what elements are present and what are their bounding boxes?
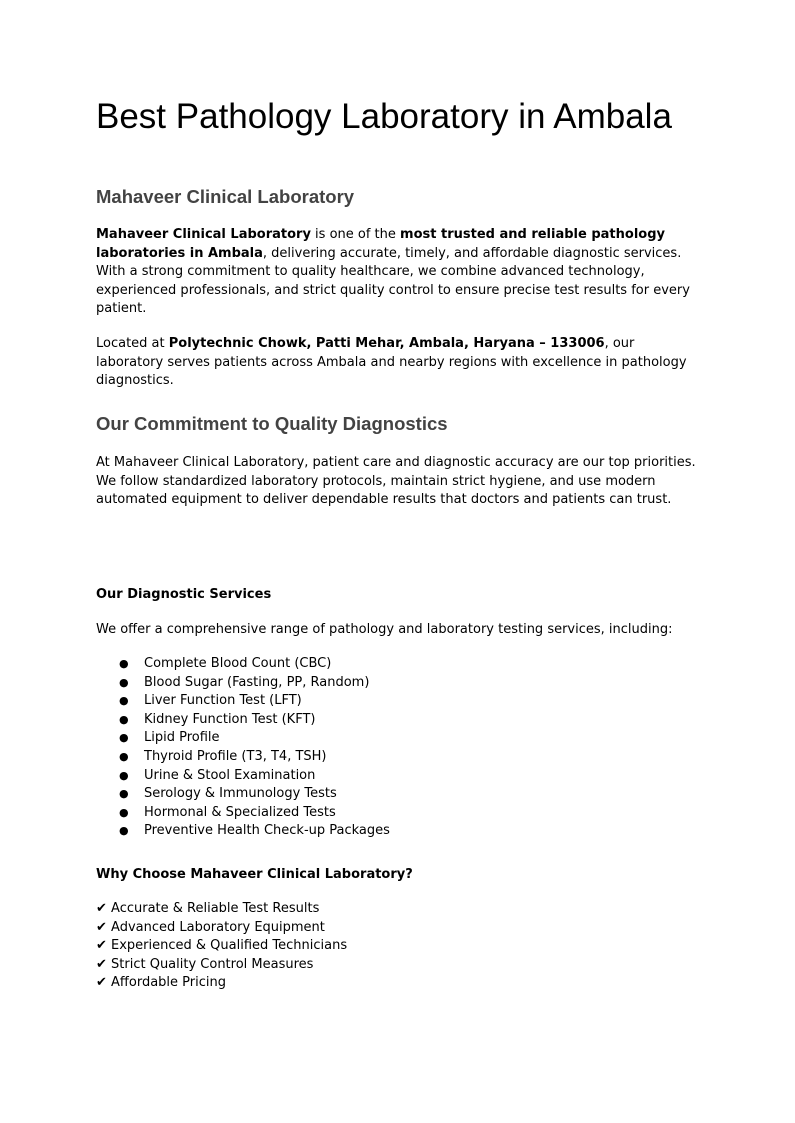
location-text-2: , our laboratory serves patients across Ambala and nearby regions with excellence in pathology diagnostics.: [96, 336, 687, 389]
list-item: ● Complete Blood Count (CBC): [96, 655, 390, 674]
bullet-icon: ●: [119, 805, 129, 819]
bullet-icon: ●: [119, 694, 129, 708]
address-bold: Polytechnic Chowk, Patti Mehar, Ambala, Haryana – 133006: [168, 336, 605, 351]
list-item: ● Thyroid Profile (T3, T4, TSH): [96, 748, 390, 767]
commitment-paragraph: At Mahaveer Clinical Laboratory, patient care and diagnostic accuracy are our top priorities. We follow standardized laboratory protocols, maintain strict hygiene, and use modern automated equipment to deliver dependable results that doctors and patients can trust.: [96, 455, 696, 508]
bullet-icon: ●: [119, 657, 129, 670]
list-item: ● Kidney Function Test (KFT): [96, 711, 390, 730]
location-text-1: Located at: [96, 336, 169, 351]
list-item: ✔ Experienced & Qualified Technicians: [96, 938, 348, 954]
list-item: ● Preventive Health Check-up Packages: [96, 822, 390, 841]
services-intro: We offer a comprehensive range of pathology and laboratory testing services, including:: [96, 622, 673, 637]
services-list: [96, 655, 390, 841]
section-heading-lab: Mahaveer Clinical Laboratory: [96, 186, 355, 207]
lab-name-bold: Mahaveer Clinical Laboratory: [96, 227, 311, 242]
bullet-icon: ●: [119, 675, 129, 689]
services-heading: Our Diagnostic Services: [96, 587, 272, 602]
bullet-icon: ●: [119, 712, 129, 726]
list-item: ● Urine & Stool Examination: [96, 767, 390, 786]
bullet-icon: ●: [119, 768, 129, 782]
list-item: ● Blood Sugar (Fasting, PP, Random): [96, 674, 390, 693]
bullet-icon: ●: [119, 749, 129, 763]
bullet-icon: ●: [119, 731, 129, 745]
list-item: ✔ Strict Quality Control Measures: [96, 956, 314, 972]
bullet-icon: ●: [119, 787, 129, 801]
intro-paragraph: [96, 226, 700, 319]
list-item: ● Serology & Immunology Tests: [96, 785, 390, 804]
list-item: ● Liver Function Test (LFT): [96, 692, 390, 711]
intro-text-1: is one of the: [310, 227, 401, 242]
location-paragraph: [96, 335, 700, 391]
page-title: Best Pathology Laboratory in Ambala: [96, 97, 672, 136]
list-item: ● Hormonal & Specialized Tests: [96, 804, 390, 823]
trusted-bold: most trusted and reliable pathology laboratories in Ambala: [96, 227, 665, 261]
list-item: ✔ Affordable Pricing: [96, 975, 226, 991]
section-heading-commitment: Our Commitment to Quality Diagnostics: [96, 413, 448, 434]
list-item: ✔ Advanced Laboratory Equipment: [96, 919, 325, 935]
intro-text-2: , delivering accurate, timely, and affordable diagnostic services. With a strong commitment to quality healthcare, we combine advanced technology, experienced professionals, and strict quality control to ensure precise test results for every patient.: [96, 245, 690, 317]
bullet-icon: ●: [119, 824, 129, 838]
list-item: ✔ Accurate & Reliable Test Results: [96, 901, 320, 916]
list-item: ● Lipid Profile: [96, 729, 390, 748]
why-choose-list: [96, 900, 347, 993]
why-choose-heading: Why Choose Mahaveer Clinical Laboratory?: [96, 867, 413, 882]
